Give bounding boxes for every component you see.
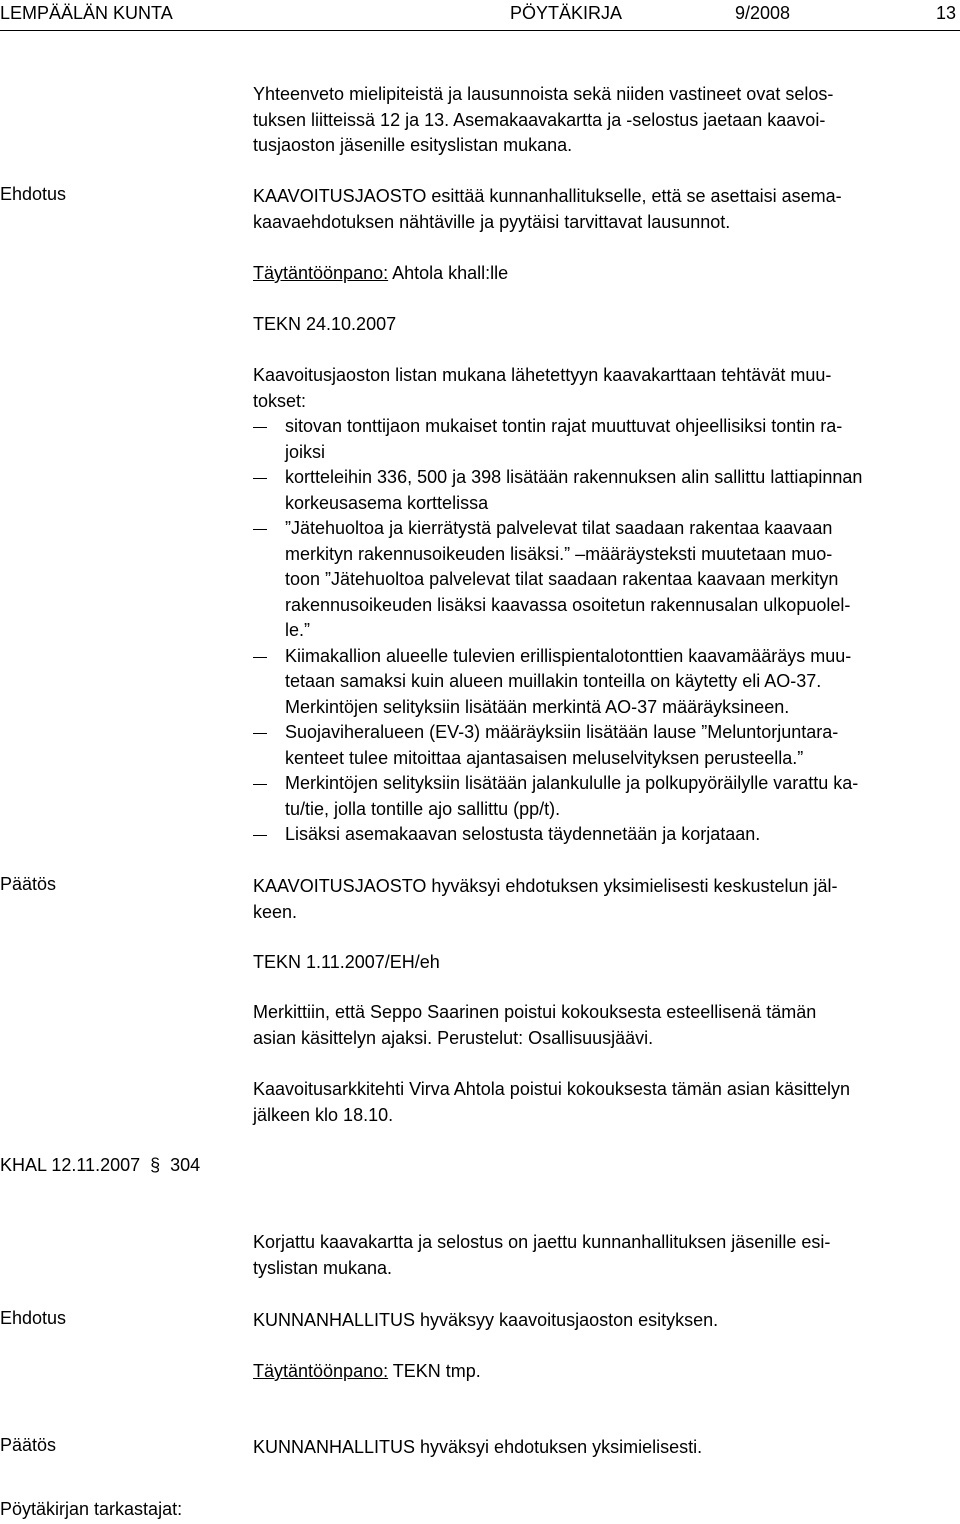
- note-paragraph: [253, 1077, 933, 1128]
- execution-line: [253, 1359, 933, 1385]
- ehdotus-text: [253, 184, 933, 235]
- execution-value: Ahtola khall:lle: [388, 263, 509, 283]
- khal-reference: KHAL 12.11.2007: [0, 1155, 141, 1175]
- paatos-text: [253, 874, 933, 925]
- list-item: [253, 822, 953, 848]
- organization-name: LEMPÄÄLÄN KUNTA: [0, 3, 173, 23]
- text-line: tuksen liitteissä 12 ja 13. Asemakaavakartta ja -selostus jaetaan kaavoi-: [253, 109, 826, 130]
- issue-number: 9/2008: [735, 3, 791, 23]
- text-line: Kaavoitusarkkitehti Virva Ahtola poistui kokouksesta tämän asian käsittelyn: [253, 1079, 850, 1099]
- text-line: Merkintöjen selityksiin lisätään jalankululle ja polkupyöräilylle varattu ka-: [285, 773, 859, 793]
- text-line: kaavaehdotuksen nähtäville ja pyytäisi tarvittavat lausunnot.: [253, 211, 731, 232]
- changes-list: [253, 414, 953, 848]
- text-line: kortteleihin 336, 500 ja 398 lisätään rakennuksen alin sallittu lattiapinnan: [285, 467, 863, 487]
- text-line: jälkeen klo 18.10.: [253, 1104, 394, 1125]
- dash-bullet-icon: [253, 733, 267, 734]
- page-number: 13: [936, 3, 957, 23]
- text-line: asian käsittelyn ajaksi. Perustelut: Osallisuusjäävi.: [253, 1027, 654, 1048]
- paatos-label: Päätös: [0, 874, 57, 894]
- section-number: 304: [170, 1155, 201, 1175]
- text-line: tetaan samaksi kuin alueen muillakin tonteilla on käytetty eli AO-37.: [285, 671, 822, 691]
- execution-label: Täytäntöönpano:: [253, 263, 389, 283]
- list-item: [253, 644, 953, 721]
- text-line: merkityn rakennusoikeuden lisäksi.” –määräysteksti muutetaan muo-: [285, 543, 833, 564]
- text-line: Yhteenveto mielipiteistä ja lausunnoista sekä niiden vastineet ovat selos-: [253, 84, 834, 104]
- text-line: sitovan tonttijaon mukaiset tontin rajat muuttuvat ohjeellisiksi tontin ra-: [285, 416, 843, 436]
- list-item: [253, 516, 953, 644]
- reviewers-label: Pöytäkirjan tarkastajat:: [0, 1499, 183, 1519]
- section-sign-icon: §: [150, 1155, 161, 1175]
- text-line: Merkittiin, että Seppo Saarinen poistui kokouksesta esteellisenä tämän: [253, 1002, 817, 1022]
- text-line: KAAVOITUSJAOSTO hyväksyi ehdotuksen yksimielisesti keskustelun jäl-: [253, 876, 838, 896]
- note-paragraph: [253, 1000, 933, 1051]
- text-line: KAAVOITUSJAOSTO esittää kunnanhallitukselle, että se asettaisi asema-: [253, 186, 842, 206]
- paatos-text: KUNNANHALLITUS hyväksyi ehdotuksen yksimielisesti.: [253, 1437, 703, 1457]
- dash-bullet-icon: [253, 478, 267, 479]
- section-heading: [0, 1155, 200, 1176]
- tekn-date: TEKN 24.10.2007: [253, 314, 397, 334]
- paatos-label: Päätös: [0, 1435, 57, 1455]
- khal-intro: [253, 1230, 933, 1281]
- text-line: tokset:: [253, 390, 307, 411]
- list-item: [253, 465, 953, 516]
- dash-bullet-icon: [253, 427, 267, 428]
- text-line: Merkintöjen selityksiin lisätään merkintä AO-37 määräyksineen.: [285, 696, 790, 717]
- tekn-date: TEKN 1.11.2007/EH/eh: [253, 952, 440, 972]
- text-line: Kaavoitusjaoston listan mukana lähetettyyn kaavakarttaan tehtävät muu-: [253, 365, 832, 385]
- dash-bullet-icon: [253, 784, 267, 785]
- text-line: tusjaoston jäsenille esityslistan mukana.: [253, 135, 573, 155]
- intro-paragraph: [253, 82, 933, 159]
- text-line: ”Jätehuoltoa ja kierrätystä palvelevat tilat saadaan rakentaa kaavaan: [285, 518, 833, 538]
- text-line: korkeusasema korttelissa: [285, 492, 489, 513]
- text-line: le.”: [285, 620, 311, 640]
- text-line: joiksi: [285, 441, 326, 462]
- text-line: Suojaviheralueen (EV-3) määräyksiin lisätään lause ”Meluntorjuntara-: [285, 722, 839, 742]
- document-type: PÖYTÄKIRJA: [510, 3, 623, 23]
- dash-bullet-icon: [253, 835, 267, 836]
- execution-value: TEKN tmp.: [388, 1361, 481, 1381]
- execution-line: [253, 261, 933, 287]
- list-item: [253, 771, 953, 822]
- text-line: Kiimakallion alueelle tulevien erillispientalotonttien kaavamääräys muu-: [285, 645, 852, 666]
- dash-bullet-icon: [253, 657, 267, 658]
- dash-bullet-icon: [253, 529, 267, 530]
- list-item: [253, 720, 953, 771]
- changes-intro: [253, 363, 933, 414]
- page-header: [0, 0, 960, 31]
- text-line: toon ”Jätehuoltoa palvelevat tilat saadaan rakentaa kaavaan merkityn: [285, 569, 839, 589]
- text-line: keen.: [253, 901, 298, 922]
- text-line: tu/tie, jolla tontille ajo sallittu (pp/t).: [285, 798, 561, 819]
- ehdotus-text: KUNNANHALLITUS hyväksyy kaavoitusjaoston esityksen.: [253, 1310, 719, 1330]
- text-line: Korjattu kaavakartta ja selostus on jaettu kunnanhallituksen jäsenille esi-: [253, 1232, 831, 1252]
- execution-label: Täytäntöönpano:: [253, 1361, 389, 1381]
- ehdotus-label: Ehdotus: [0, 184, 67, 204]
- text-line: Lisäksi asemakaavan selostusta täydennetään ja korjataan.: [285, 824, 761, 844]
- list-item: [253, 414, 953, 465]
- text-line: kenteet tulee mitoittaa ajantasaisen meluselvityksen perusteella.”: [285, 747, 804, 768]
- ehdotus-label: Ehdotus: [0, 1308, 67, 1328]
- text-line: rakennusoikeuden lisäksi kaavassa osoitetun rakennusalan ulkopuolel-: [285, 594, 851, 615]
- text-line: tyslistan mukana.: [253, 1257, 393, 1278]
